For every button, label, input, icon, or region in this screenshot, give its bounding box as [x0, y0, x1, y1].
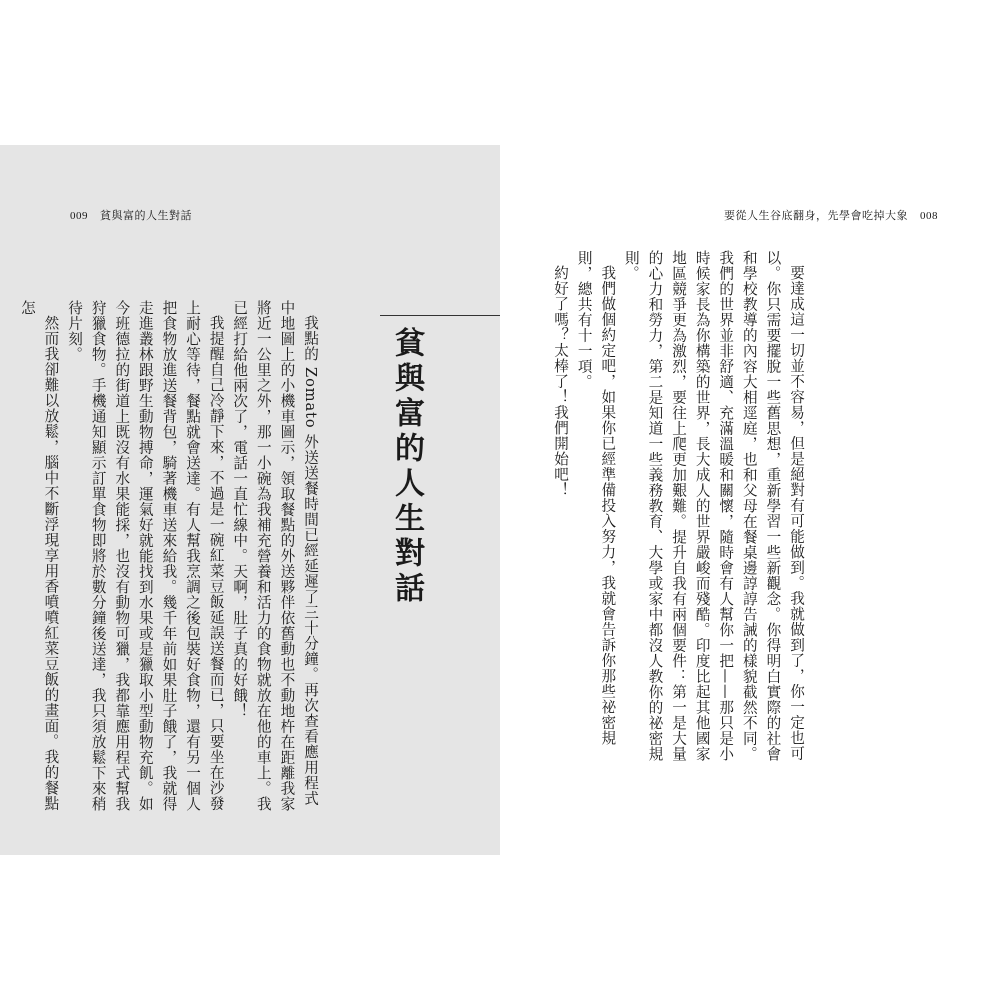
running-header-left	[70, 207, 192, 223]
left-page	[0, 145, 500, 855]
running-title: 貧與富的人生對話	[100, 209, 192, 222]
left-body-text	[15, 300, 322, 820]
running-title: 要從人生谷底翻身，先學會吃掉大象	[724, 209, 908, 222]
paragraph: 要達成這一切並不容易，但是絕對有可能做到。我就做到了，你一定也可以。你只需要擺脫一些舊思想，重新學習一些新觀念。你得明白實際的社會和學校教導的內容大相逕庭，也和父母在餐桌邊諄諄告誡的樣貌截然不同。我們的世界並非舒適、充滿溫暖和關懷，隨時會有人幫你一把——那只是小時候家長為你構築的世界，長大成人的世界嚴峻而殘酷。印度比起其他國家地區競爭更為激烈，要往上爬更加艱難。提升自我有兩個要件：第一是大量的心力和勞力，第二是知道一些義務教育、大學或家中都沒人教你的祕密規則。	[622, 250, 805, 762]
page-number: 008	[920, 210, 938, 222]
right-body-text	[548, 250, 808, 770]
paragraph: 我點的 Zomato 外送送餐時間已經延遲了三十分鐘。再次查看應用程式中地圖上的小機車圖示，領取餐點的外送夥伴依舊動也不動地杵在距離我家將近一公里之外，那一小碗為我補充營養和活力的食物就放在他的車上。我已經打給他兩次了，電話一直忙線中。天啊，肚子真的好餓！	[231, 300, 319, 812]
paragraph: 約好了嗎？太棒了！我們開始吧！	[552, 264, 570, 498]
page-number: 009	[70, 210, 88, 222]
title-rule	[380, 315, 501, 316]
right-page	[500, 145, 1000, 855]
paragraph: 我提醒自己冷靜下來，不過是一碗紅菜豆飯延誤送餐而已，只要坐在沙發上耐心等待，餐點就會送達。有人幫我烹調之後包裝好食物，還有另一個人把食物放進送餐背包，騎著機車送來給我。幾千年前如果肚子餓了，我就得走進叢林跟野生動物搏命，運氣好就能找到水果或是獵取小型動物充飢。如今班德拉的街道上既沒有水果能採，也沒有動物可獵，我都靠應用程式幫我狩獵食物。手機通知顯示訂單食物即將於數分鐘後送達，我只須放鬆下來稍待片刻。	[66, 300, 225, 812]
chapter-title: 貧與富的人生對話	[389, 327, 424, 607]
paragraph: 我們做個約定吧，如果你已經準備投入努力，我就會告訴你那些祕密規則，總共有十一項。	[575, 250, 617, 746]
paragraph: 然而我卻難以放鬆，腦中不斷浮現享用香噴噴紅菜豆飯的畫面。我的餐點怎	[18, 300, 60, 811]
running-header-right	[724, 207, 938, 223]
